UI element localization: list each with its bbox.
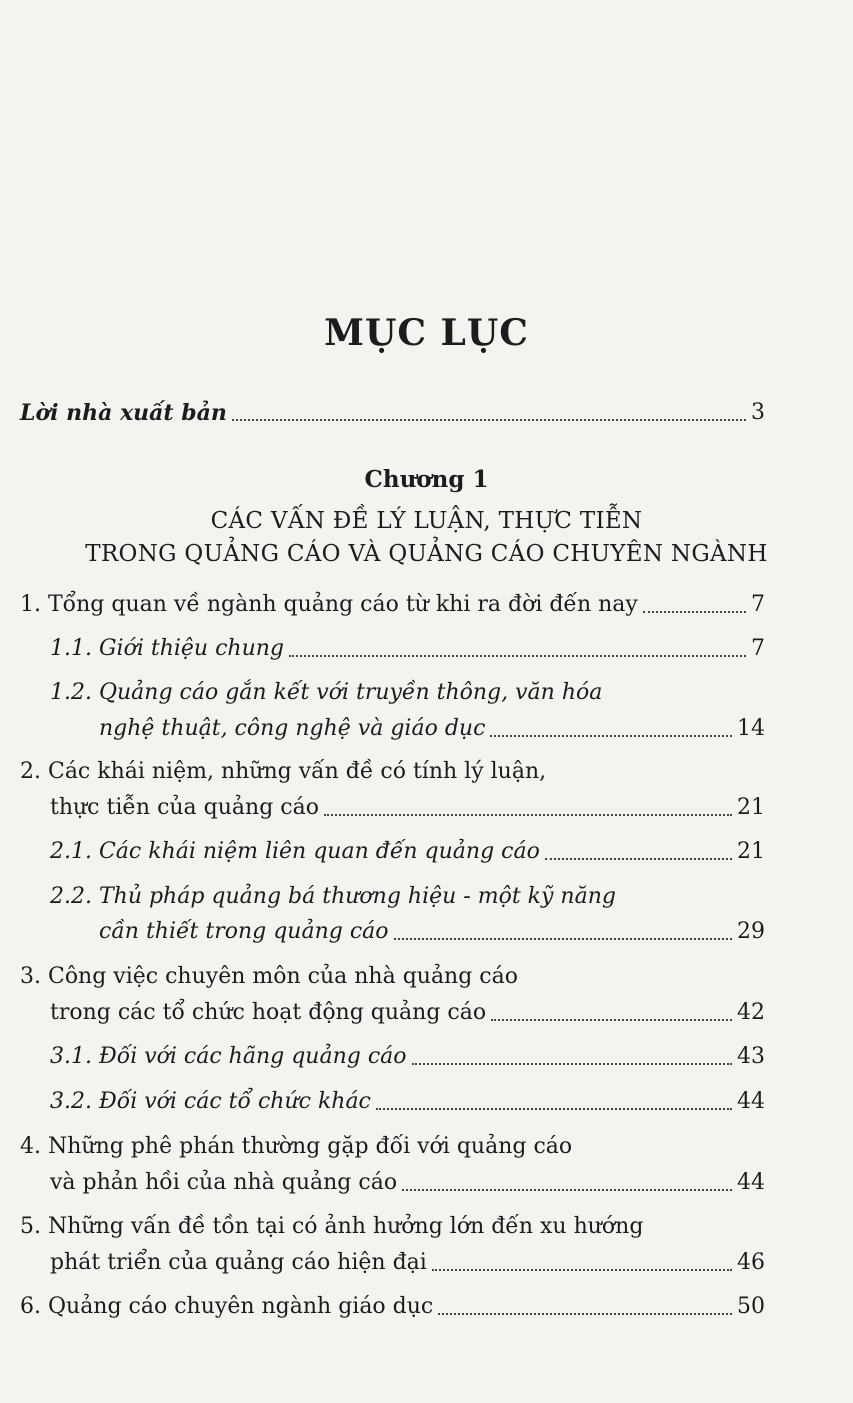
toc-entry-4-line-1: 4. Những phê phán thường gặp đối với quảng cáo (20, 1134, 573, 1159)
toc-entry-label: 1.1. Giới thiệu chung (50, 636, 284, 661)
toc-entry-label: Lời nhà xuất bản (20, 400, 227, 426)
toc-page-number: 21 (737, 795, 765, 820)
toc-entry-2-2-line-1: 2.2. Thủ pháp quảng bá thương hiệu - một kỹ năng (50, 884, 616, 909)
toc-entry-5-line-1: 5. Những vấn đề tồn tại có ảnh hưởng lớn đến xu hướng (20, 1214, 644, 1239)
dot-leader (376, 1108, 732, 1110)
toc-page-number: 14 (737, 716, 765, 741)
toc-entry-label: trong các tổ chức hoạt động quảng cáo (50, 1000, 487, 1025)
dot-leader (412, 1063, 732, 1065)
toc-entry-label: thực tiễn của quảng cáo (50, 795, 319, 820)
toc-entry-label: 6. Quảng cáo chuyên ngành giáo dục (20, 1294, 434, 1319)
toc-entry-1-2-line-1: 1.2. Quảng cáo gắn kết với truyền thông, văn hóa (50, 680, 603, 705)
toc-entry-3-1 (50, 1040, 765, 1074)
toc-entry-2-1 (50, 835, 765, 869)
toc-entry-label: và phản hồi của nhà quảng cáo (50, 1170, 398, 1195)
toc-entry-label: phát triển của quảng cáo hiện đại (50, 1250, 427, 1275)
toc-entry-2-line-1: 2. Các khái niệm, những vấn đề có tính lý luận, (20, 759, 547, 784)
dot-leader (289, 655, 746, 657)
page-title: MỤC LỤC (324, 312, 529, 354)
dot-leader (232, 419, 746, 421)
dot-leader (491, 1019, 732, 1021)
toc-entry-1-1 (50, 632, 765, 666)
dot-leader (545, 858, 732, 860)
chapter-title-line-2: TRONG QUẢNG CÁO VÀ QUẢNG CÁO CHUYÊN NGÀNH (85, 541, 768, 567)
chapter-number: Chương 1 (364, 466, 489, 493)
dot-leader (490, 735, 732, 737)
toc-page-number: 29 (737, 919, 765, 944)
toc-entry-6 (20, 1290, 765, 1324)
toc-page-number: 44 (737, 1089, 765, 1114)
toc-entry-3 (50, 996, 765, 1030)
toc-page-number: 44 (737, 1170, 765, 1195)
dot-leader (394, 938, 732, 940)
toc-entry-label: cần thiết trong quảng cáo (99, 919, 389, 944)
toc-entry-label: 3.2. Đối với các tổ chức khác (50, 1089, 371, 1114)
dot-leader (432, 1269, 732, 1271)
toc-entry-4 (50, 1166, 765, 1200)
dot-leader (324, 814, 732, 816)
toc-entry-label: nghệ thuật, công nghệ và giáo dục (99, 716, 486, 741)
dot-leader (643, 611, 746, 613)
toc-entry-label: 3.1. Đối với các hãng quảng cáo (50, 1044, 407, 1069)
toc-page-number: 46 (737, 1250, 765, 1275)
toc-entry-1 (20, 588, 765, 622)
toc-entry-2 (50, 791, 765, 825)
toc-entry-label: 2.1. Các khái niệm liên quan đến quảng cáo (50, 839, 540, 864)
chapter-title-line-1: CÁC VẤN ĐỀ LÝ LUẬN, THỰC TIỄN (210, 508, 643, 534)
toc-entry-2-2 (99, 915, 765, 949)
toc-entry-label: 1. Tổng quan về ngành quảng cáo từ khi ra đời đến nay (20, 592, 638, 617)
toc-entry-5 (50, 1246, 765, 1280)
dot-leader (402, 1189, 732, 1191)
toc-page-number: 50 (737, 1294, 765, 1319)
toc-entry-3-line-1: 3. Công việc chuyên môn của nhà quảng cáo (20, 964, 518, 989)
toc-page-number: 21 (737, 839, 765, 864)
toc-entry-1-2 (99, 712, 765, 746)
toc-page-number: 42 (737, 1000, 765, 1025)
toc-page-number: 7 (751, 592, 765, 617)
toc-page-number: 43 (737, 1044, 765, 1069)
toc-entry-3-2 (50, 1085, 765, 1119)
toc-page-number: 3 (751, 400, 765, 425)
toc-entry-preface (20, 396, 765, 430)
toc-page-number: 7 (751, 636, 765, 661)
dot-leader (438, 1313, 732, 1315)
